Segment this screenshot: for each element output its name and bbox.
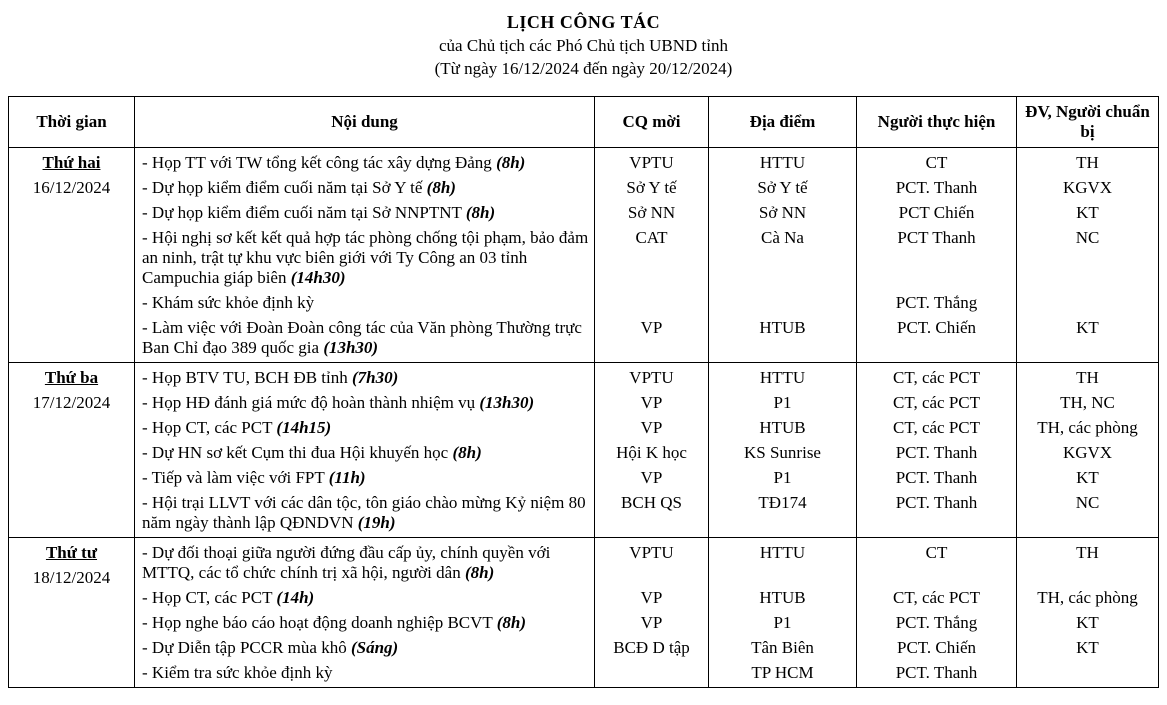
task-text: - Hội nghị sơ kết kết quả hợp tác phòng chống tội phạm, bảo đảm an ninh, trật tự khu vực biên giới với Ty Công an 03 tỉnh Campuchia giáp biên [142, 228, 589, 287]
preparer [1017, 293, 1159, 318]
task-time: (8h) [452, 443, 482, 462]
location: P1 [709, 613, 857, 638]
executor: PCT. Thanh [857, 443, 1017, 468]
inviting-agency [595, 663, 709, 688]
task-content [135, 588, 595, 613]
location: KS Sunrise [709, 443, 857, 468]
executor: CT, các PCT [857, 588, 1017, 613]
table-row [9, 293, 1159, 318]
task-time: (7h30) [352, 368, 399, 387]
task-text: - Làm việc với Đoàn Đoàn công tác của Văn phòng Thường trực Ban Chỉ đạo 389 quốc gia [142, 318, 582, 357]
location: HTUB [709, 588, 857, 613]
executor: PCT Chiến [857, 203, 1017, 228]
table-row [9, 148, 1159, 179]
task-text: - Dự họp kiểm điểm cuối năm tại Sở NNPTNT [142, 203, 466, 222]
task-text: - Họp CT, các PCT [142, 588, 277, 607]
preparer: TH, các phòng [1017, 418, 1159, 443]
task-time: (14h30) [290, 268, 346, 287]
day-cell [9, 148, 135, 363]
task-text: - Tiếp và làm việc với FPT [142, 468, 329, 487]
schedule-body [9, 148, 1159, 688]
task-text: - Hội trại LLVT với các dân tộc, tôn giáo chào mừng Kỷ niệm 80 năm ngày thành lập QĐNDVN [142, 493, 586, 532]
table-row [9, 493, 1159, 538]
task-text: - Họp TT với TW tổng kết công tác xây dựng Đảng [142, 153, 497, 172]
inviting-agency: BCH QS [595, 493, 709, 538]
preparer: KT [1017, 468, 1159, 493]
executor: CT, các PCT [857, 363, 1017, 394]
preparer: TH, các phòng [1017, 588, 1159, 613]
table-row [9, 203, 1159, 228]
executor: PCT. Chiến [857, 318, 1017, 363]
executor: PCT. Thắng [857, 613, 1017, 638]
task-time: (13h30) [479, 393, 535, 412]
task-text: - Dự đối thoại giữa người đứng đầu cấp ủy, chính quyền với MTTQ, các tổ chức chính trị xã hội, người dân [142, 543, 551, 582]
page-subtitle: của Chủ tịch các Phó Chủ tịch UBND tỉnh [439, 36, 728, 55]
table-row [9, 538, 1159, 589]
preparer: TH [1017, 538, 1159, 589]
inviting-agency: VP [595, 418, 709, 443]
task-content [135, 293, 595, 318]
task-text: - Dự Diễn tập PCCR mùa khô [142, 638, 351, 657]
col-header-executor: Người thực hiện [857, 97, 1017, 148]
inviting-agency: VP [595, 318, 709, 363]
executor: PCT. Chiến [857, 638, 1017, 663]
task-content [135, 203, 595, 228]
preparer [1017, 663, 1159, 688]
task-time: (13h30) [323, 338, 379, 357]
preparer: TH, NC [1017, 393, 1159, 418]
executor: PCT. Thanh [857, 468, 1017, 493]
day-cell [9, 538, 135, 688]
preparer: KGVX [1017, 178, 1159, 203]
preparer: TH [1017, 363, 1159, 394]
page-title: LỊCH CÔNG TÁC [506, 12, 661, 32]
location: HTUB [709, 318, 857, 363]
executor: PCT. Thanh [857, 178, 1017, 203]
location: Sở NN [709, 203, 857, 228]
day-date: 16/12/2024 [32, 178, 111, 197]
table-row [9, 663, 1159, 688]
inviting-agency: Sở NN [595, 203, 709, 228]
location: Tân Biên [709, 638, 857, 663]
executor: PCT. Thắng [857, 293, 1017, 318]
location: HTTU [709, 363, 857, 394]
inviting-agency: VPTU [595, 148, 709, 179]
executor: PCT. Thanh [857, 663, 1017, 688]
preparer: KT [1017, 318, 1159, 363]
location: Sở Y tế [709, 178, 857, 203]
day-name: Thứ tư [45, 543, 98, 562]
table-row [9, 178, 1159, 203]
location: TĐ174 [709, 493, 857, 538]
table-row [9, 613, 1159, 638]
day-date: 17/12/2024 [32, 393, 111, 412]
task-text: - Khám sức khỏe định kỳ [142, 293, 315, 312]
task-content [135, 443, 595, 468]
table-row [9, 468, 1159, 493]
task-time: (8h) [496, 153, 526, 172]
location: P1 [709, 393, 857, 418]
col-header-content: Nội dung [135, 97, 595, 148]
executor: PCT. Thanh [857, 493, 1017, 538]
task-time: (Sáng) [350, 638, 399, 657]
task-time: (11h) [328, 468, 366, 487]
task-content [135, 638, 595, 663]
date-range: (Từ ngày 16/12/2024 đến ngày 20/12/2024) [434, 59, 733, 78]
preparer: NC [1017, 228, 1159, 293]
col-header-inviter: CQ mời [595, 97, 709, 148]
task-content [135, 493, 595, 538]
inviting-agency [595, 293, 709, 318]
inviting-agency: VP [595, 613, 709, 638]
task-text: - Họp HĐ đánh giá mức độ hoàn thành nhiệm vụ [142, 393, 480, 412]
location: HTTU [709, 538, 857, 589]
task-content [135, 393, 595, 418]
preparer: KT [1017, 613, 1159, 638]
preparer: KT [1017, 638, 1159, 663]
executor: CT [857, 148, 1017, 179]
task-text: - Dự họp kiểm điểm cuối năm tại Sở Y tế [142, 178, 427, 197]
task-time: (14h) [276, 588, 315, 607]
task-time: (8h) [496, 613, 527, 632]
inviting-agency: CAT [595, 228, 709, 293]
task-time: (14h15) [276, 418, 332, 437]
day-cell [9, 363, 135, 538]
location: Cà Na [709, 228, 857, 293]
task-content [135, 538, 595, 589]
day-name: Thứ ba [44, 368, 99, 387]
col-header-preparer: ĐV, Người chuẩn bị [1017, 97, 1159, 148]
table-row [9, 393, 1159, 418]
day-date: 18/12/2024 [32, 568, 111, 587]
executor: CT, các PCT [857, 393, 1017, 418]
preparer: NC [1017, 493, 1159, 538]
task-text: - Họp nghe báo cáo hoạt động doanh nghiệp BCVT [142, 613, 497, 632]
table-row [9, 588, 1159, 613]
task-content [135, 418, 595, 443]
day-name: Thứ hai [42, 153, 101, 172]
task-time: (8h) [426, 178, 456, 197]
inviting-agency: Sở Y tế [595, 178, 709, 203]
table-row [9, 418, 1159, 443]
inviting-agency: VPTU [595, 538, 709, 589]
task-content [135, 613, 595, 638]
task-text: - Họp CT, các PCT [142, 418, 277, 437]
inviting-agency: VP [595, 393, 709, 418]
inviting-agency: Hội K học [595, 443, 709, 468]
location: HTTU [709, 148, 857, 179]
inviting-agency: BCĐ D tập [595, 638, 709, 663]
executor: CT, các PCT [857, 418, 1017, 443]
location: P1 [709, 468, 857, 493]
task-content [135, 178, 595, 203]
task-time: (8h) [465, 203, 496, 222]
task-content [135, 228, 595, 293]
location: HTUB [709, 418, 857, 443]
inviting-agency: VP [595, 468, 709, 493]
task-text: - Họp BTV TU, BCH ĐB tỉnh [142, 368, 353, 387]
task-content [135, 468, 595, 493]
preparer: TH [1017, 148, 1159, 179]
task-text: - Kiểm tra sức khỏe định kỳ [142, 663, 333, 682]
schedule-table [8, 96, 1159, 688]
inviting-agency: VP [595, 588, 709, 613]
header-row [9, 97, 1159, 148]
table-row [9, 363, 1159, 394]
executor: CT [857, 538, 1017, 589]
task-time: (19h) [357, 513, 396, 532]
task-content [135, 663, 595, 688]
task-content [135, 148, 595, 179]
location: TP HCM [709, 663, 857, 688]
task-content [135, 363, 595, 394]
col-header-time: Thời gian [9, 97, 135, 148]
inviting-agency: VPTU [595, 363, 709, 394]
table-row [9, 228, 1159, 293]
table-row [9, 443, 1159, 468]
location [709, 293, 857, 318]
task-time: (8h) [464, 563, 495, 582]
table-row [9, 638, 1159, 663]
executor: PCT Thanh [857, 228, 1017, 293]
preparer: KGVX [1017, 443, 1159, 468]
task-text: - Dự HN sơ kết Cụm thi đua Hội khuyến học [142, 443, 453, 462]
col-header-location: Địa điểm [709, 97, 857, 148]
table-row [9, 318, 1159, 363]
task-content [135, 318, 595, 363]
preparer: KT [1017, 203, 1159, 228]
